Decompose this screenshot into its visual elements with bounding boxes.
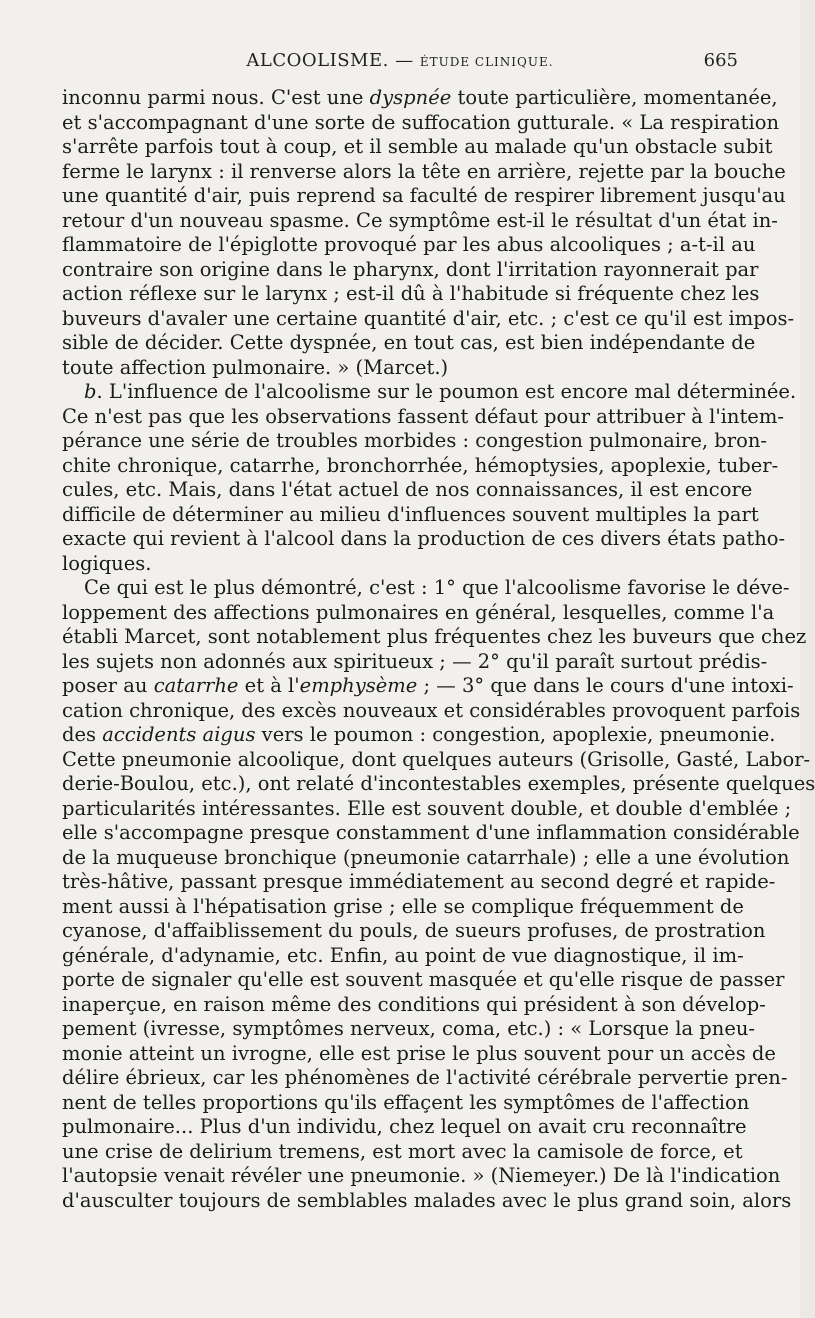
text-run: chite chronique, catarrhe, bronchorrhée, hémoptysies, apoplexie, tuber- — [62, 453, 779, 477]
text-run: ment aussi à l'hépatisation grise ; elle se complique fréquemment de — [62, 894, 744, 918]
text-line — [62, 380, 797, 405]
text-line — [62, 1139, 743, 1165]
running-title-main: ALCOOLISME. — [246, 50, 389, 71]
text-run: buveurs d'avaler une certaine quantité d'air, etc. ; c'est ce qu'il est impos- — [62, 306, 795, 330]
italic-run: dyspnée — [369, 86, 452, 109]
text-run: cyanose, d'affaiblissement du pouls, de sueurs profuses, de prostration — [62, 919, 766, 942]
text-run: porte de signaler qu'elle est souvent masquée et qu'elle risque de passer — [62, 968, 785, 991]
text-line — [62, 723, 776, 748]
text-run: très-hâtive, passant presque immédiatement au second degré et rapide- — [62, 870, 776, 893]
italic-run: b — [84, 380, 97, 403]
text-line — [62, 306, 795, 332]
text-line — [62, 552, 738, 577]
text-line — [62, 1115, 747, 1140]
text-line — [62, 356, 738, 381]
text-line — [62, 943, 744, 969]
text-line — [62, 331, 756, 356]
text-line — [62, 233, 756, 258]
text-line — [62, 747, 811, 773]
text-run: exacte qui revient à l'alcool dans la production de ces divers états patho- — [62, 527, 786, 550]
text-run: loppement des affections pulmonaires en général, lesquelles, comme l'a — [62, 600, 775, 624]
text-line — [62, 698, 801, 724]
text-line — [62, 968, 785, 993]
text-run: sible de décider. Cette dyspnée, en tout cas, est bien indépendante de — [62, 331, 756, 354]
text-run: pulmonaire... Plus d'un individu, chez lequel on avait cru reconnaître — [62, 1115, 747, 1138]
text-run: Cette pneumonie alcoolique, dont quelques auteurs (Grisolle, Gasté, Labor- — [62, 747, 811, 771]
text-line — [62, 86, 778, 111]
text-line — [62, 478, 753, 503]
text-run: cules, etc. Mais, dans l'état actuel de nos connaissances, il est encore — [62, 478, 753, 501]
text-line — [62, 404, 784, 430]
text-line — [62, 772, 815, 797]
text-run: générale, d'adynamie, etc. Enfin, au point de vue diagnostique, il im- — [62, 943, 744, 967]
text-run: toute affection pulmonaire. » (Marcet.) — [62, 355, 449, 379]
text-run: et s'accompagnant d'une sorte de suffocation gutturale. « La respiration — [62, 110, 780, 134]
text-run: l'autopsie venait révéler une pneumonie. » (Niemeyer.) De là l'indication — [62, 1164, 781, 1187]
text-run: vers le poumon : congestion, apoplexie, pneumonie. — [255, 723, 776, 746]
text-run: d'ausculter toujours de semblables malades avec le plus grand soin, alors — [62, 1188, 792, 1212]
text-run: particularités intéressantes. Elle est souvent double, et double d'emblée ; — [62, 796, 792, 820]
text-run: flammatoire de l'épiglotte provoqué par les abus alcooliques ; a-t-il au — [62, 233, 756, 256]
text-run: elle s'accompagne presque constamment d'une inflammation considérable — [62, 821, 800, 844]
text-run: délire ébrieux, car les phénomènes de l'activité cérébrale pervertie pren- — [62, 1066, 788, 1089]
text-run: pement (ivresse, symptômes nerveux, coma, etc.) : « Lorsque la pneu- — [62, 1017, 756, 1040]
text-line — [62, 992, 766, 1018]
text-line — [62, 135, 773, 160]
text-run: établi Marcet, sont notablement plus fréquentes chez les buveurs que chez — [62, 625, 807, 648]
text-line — [62, 1188, 792, 1214]
text-run: Ce qui est le plus démontré, c'est : 1° que l'alcoolisme favorise le déve- — [84, 576, 790, 599]
text-line — [62, 796, 792, 822]
text-run: Ce n'est pas que les observations fassent défaut pour attribuer à l'intem- — [62, 404, 784, 428]
text-run: retour d'un nouveau spasme. Ce symptôme est-il le résultat d'un état in- — [62, 208, 778, 232]
text-run: toute particulière, momentanée, — [451, 86, 778, 109]
text-run: pérance une série de troubles morbides : congestion pulmonaire, bron- — [62, 429, 767, 452]
text-run: action réflexe sur le larynx ; est-il dû à l'habitude si fréquente chez les — [62, 282, 760, 305]
text-run: une quantité d'air, puis reprend sa faculté de respirer librement jusqu'au — [62, 184, 786, 207]
text-run: inaperçue, en raison même des conditions qui président à son dévelop- — [62, 992, 766, 1016]
text-line — [62, 576, 790, 601]
text-line — [62, 527, 786, 552]
text-run: des — [62, 723, 103, 746]
text-line — [62, 1090, 750, 1116]
text-line — [62, 282, 760, 307]
text-line — [62, 919, 766, 944]
text-run: une crise de delirium tremens, est mort avec la camisole de force, et — [62, 1139, 743, 1163]
text-run: les sujets non adonnés aux spiritueux ; — 2° qu'il paraît surtout prédis- — [62, 649, 768, 673]
italic-run: accidents aigus — [102, 723, 256, 746]
text-line — [62, 625, 807, 650]
running-head — [62, 50, 738, 76]
text-line — [62, 870, 776, 895]
text-line — [62, 649, 768, 675]
text-line — [62, 1164, 781, 1189]
text-line — [62, 429, 767, 454]
italic-run: catarrhe — [153, 674, 239, 697]
text-run: poser au — [62, 674, 154, 697]
page-number: 665 — [703, 50, 738, 71]
text-line — [62, 674, 794, 699]
text-line — [62, 1041, 776, 1067]
italic-run: emphysème — [299, 674, 418, 697]
text-run: inconnu parmi nous. C'est une — [62, 86, 370, 109]
text-line — [62, 845, 790, 871]
text-run: difficile de déterminer au milieu d'influences souvent multiples la part — [62, 502, 759, 526]
text-line — [62, 184, 786, 209]
text-run: . L'influence de l'alcoolisme sur le poumon est encore mal déterminée. — [96, 380, 797, 403]
text-run: de la muqueuse bronchique (pneumonie catarrhale) ; elle a une évolution — [62, 845, 790, 869]
text-line — [62, 110, 780, 136]
text-run: cation chronique, des excès nouveaux et considérables provoquent parfois — [62, 698, 801, 722]
text-line — [62, 821, 800, 846]
text-line — [62, 159, 786, 185]
text-line — [62, 453, 779, 479]
text-line — [62, 1017, 756, 1042]
text-run: ; — 3° que dans le cours d'une intoxi- — [417, 674, 794, 697]
body-text — [62, 86, 815, 1213]
text-run: logiques. — [62, 551, 152, 575]
text-run: ferme le larynx : il renverse alors la tête en arrière, rejette par la bouche — [62, 159, 786, 183]
running-title-dash: — — [395, 50, 414, 71]
text-line — [62, 257, 759, 283]
text-run: derie-Boulou, etc.), ont relaté d'incontestables exemples, présente quelques — [62, 772, 815, 795]
text-line — [62, 894, 744, 920]
text-run: nent de telles proportions qu'ils effaçent les symptômes de l'affection — [62, 1090, 750, 1114]
text-line — [62, 502, 759, 528]
text-run: monie atteint un ivrogne, elle est prise le plus souvent pour un accès de — [62, 1041, 776, 1065]
text-run: contraire son origine dans le pharynx, dont l'irritation rayonnerait par — [62, 257, 759, 281]
running-title-sub: ÉTUDE CLINIQUE. — [419, 55, 554, 69]
running-title — [62, 50, 738, 71]
text-run: s'arrête parfois tout à coup, et il semble au malade qu'un obstacle subit — [62, 135, 773, 158]
text-run: et à l' — [238, 674, 300, 697]
text-line — [62, 208, 778, 234]
text-line — [62, 600, 775, 626]
text-line — [62, 1066, 788, 1091]
